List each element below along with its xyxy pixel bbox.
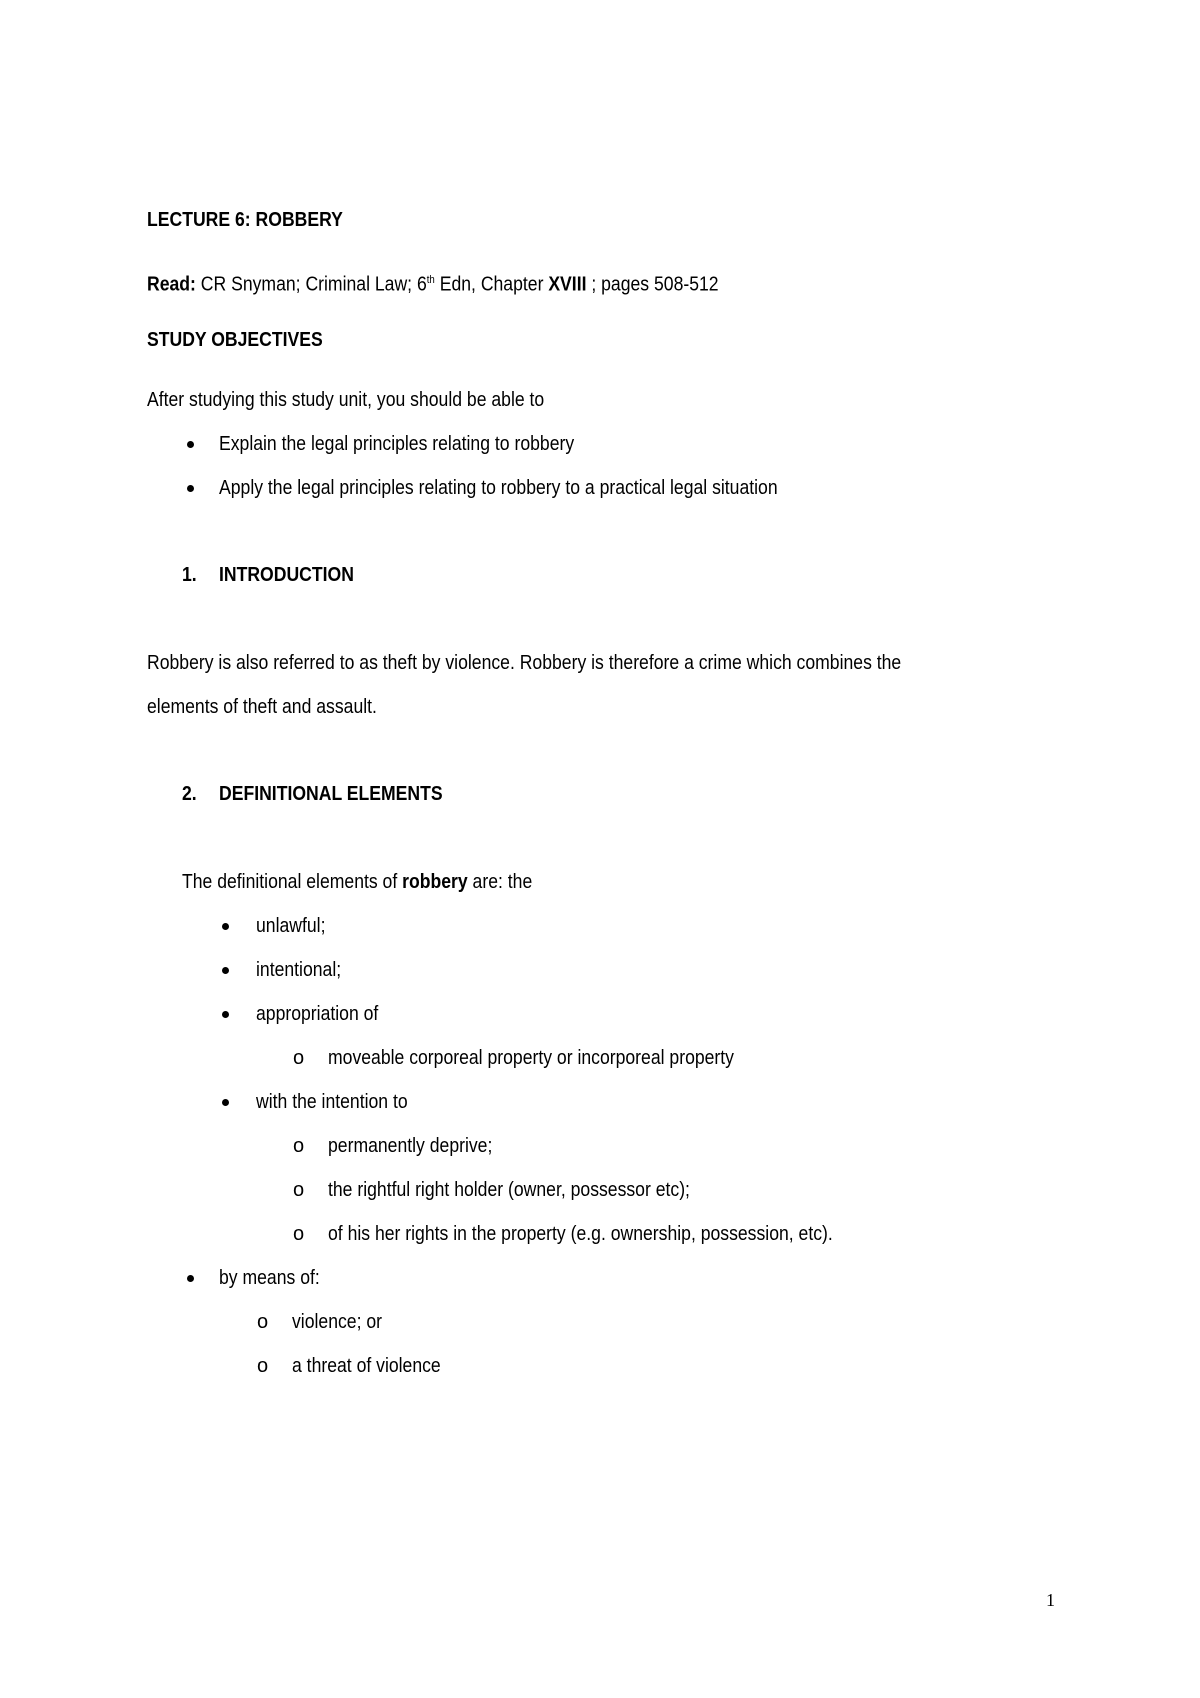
section-1-heading: INTRODUCTION bbox=[219, 564, 354, 586]
bullet-icon bbox=[187, 1275, 194, 1282]
intro-paragraph-line-1: Robbery is also referred to as theft by violence. Robbery is therefore a crime which combines the bbox=[147, 652, 902, 674]
bullet-icon bbox=[222, 1011, 229, 1018]
page-number: 1 bbox=[1046, 1590, 1055, 1610]
read-text-b: Edn, Chapter bbox=[434, 273, 549, 296]
sub-item: a threat of violence bbox=[292, 1355, 441, 1377]
read-text-a: CR Snyman; Criminal Law; 6 bbox=[195, 273, 427, 296]
read-chapter: XVIII bbox=[548, 273, 587, 296]
element-item: intentional; bbox=[256, 959, 342, 981]
objective-item: Explain the legal principles relating to robbery bbox=[219, 433, 575, 455]
section-2-number: 2. bbox=[182, 783, 197, 805]
hollow-bullet-icon: o bbox=[293, 1179, 305, 1201]
lecture-title: LECTURE 6: ROBBERY bbox=[147, 209, 343, 231]
reading-reference bbox=[147, 268, 719, 297]
read-text-c: ; pages 508-512 bbox=[586, 273, 719, 296]
sub-item: violence; or bbox=[292, 1311, 383, 1333]
sub-item: of his her rights in the property (e.g. ownership, possession, etc). bbox=[328, 1223, 833, 1245]
section-1-number: 1. bbox=[182, 564, 197, 586]
section-2-heading: DEFINITIONAL ELEMENTS bbox=[219, 783, 443, 805]
hollow-bullet-icon: o bbox=[293, 1047, 305, 1069]
bullet-icon bbox=[222, 1099, 229, 1106]
intro-paragraph-line-2: elements of theft and assault. bbox=[147, 696, 377, 718]
sub-item: permanently deprive; bbox=[328, 1135, 493, 1157]
study-objectives-heading: STUDY OBJECTIVES bbox=[147, 329, 323, 351]
sub-item: moveable corporeal property or incorporeal property bbox=[328, 1047, 734, 1069]
bullet-icon bbox=[222, 967, 229, 974]
hollow-bullet-icon: o bbox=[257, 1355, 269, 1377]
element-item: unlawful; bbox=[256, 915, 326, 937]
read-superscript: th bbox=[426, 274, 435, 286]
bullet-icon bbox=[187, 441, 194, 448]
hollow-bullet-icon: o bbox=[293, 1135, 305, 1157]
definitional-intro-bold: robbery bbox=[402, 871, 468, 893]
objective-item: Apply the legal principles relating to robbery to a practical legal situation bbox=[219, 477, 778, 499]
element-item: by means of: bbox=[219, 1267, 320, 1289]
definitional-intro bbox=[182, 870, 532, 894]
definitional-intro-b: are: the bbox=[467, 871, 533, 893]
hollow-bullet-icon: o bbox=[257, 1311, 269, 1333]
bullet-icon bbox=[222, 923, 229, 930]
sub-item: the rightful right holder (owner, possessor etc); bbox=[328, 1179, 690, 1201]
element-item: with the intention to bbox=[256, 1091, 408, 1113]
objectives-intro: After studying this study unit, you should be able to bbox=[147, 389, 545, 411]
definitional-intro-a: The definitional elements of bbox=[182, 871, 403, 893]
hollow-bullet-icon: o bbox=[293, 1223, 305, 1245]
read-label: Read: bbox=[147, 273, 196, 296]
bullet-icon bbox=[187, 485, 194, 492]
element-item: appropriation of bbox=[256, 1003, 379, 1025]
